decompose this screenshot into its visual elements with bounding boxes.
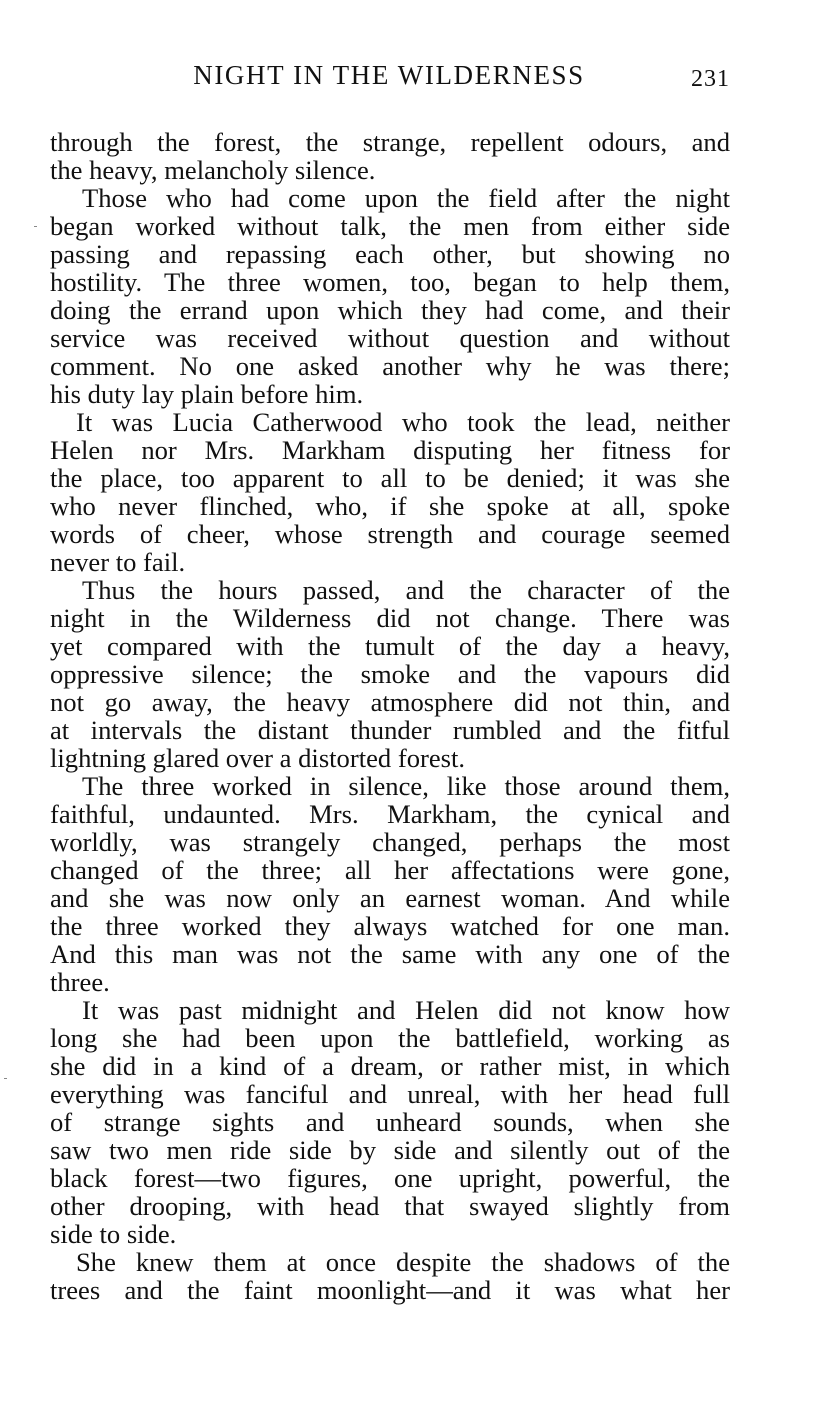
text-line: service was received without question and without <box>50 323 730 353</box>
text-line: other drooping, with head that swayed slightly from <box>50 1191 730 1221</box>
text-line: the heavy, melancholy silence. <box>50 155 376 185</box>
text-line: worldly, was strangely changed, perhaps the most <box>50 827 730 857</box>
margin-mark <box>34 226 37 227</box>
text-line: black forest—two figures, one upright, powerful, the <box>50 1163 730 1193</box>
text-line: She knew them at once despite the shadows of the <box>76 1247 730 1277</box>
text-line: doing the errand upon which they had come, and their <box>50 295 730 325</box>
text-line: The three worked in silence, like those around them, <box>82 771 730 801</box>
text-line: never to fail. <box>50 547 186 577</box>
text-line: Thus the hours passed, and the character of the <box>82 575 730 605</box>
text-line: side to side. <box>50 1219 177 1249</box>
page-number: 231 <box>691 66 730 92</box>
text-line: trees and the faint moonlight—and it was what her <box>50 1275 730 1305</box>
text-line: lightning glared over a distorted forest. <box>50 743 466 773</box>
text-line: yet compared with the tumult of the day a heavy, <box>50 631 730 661</box>
text-line: of strange sights and unheard sounds, when she <box>50 1107 730 1137</box>
text-line: Helen nor Mrs. Markham disputing her fitness for <box>50 435 730 465</box>
text-line: the place, too apparent to all to be denied; it was she <box>50 463 730 493</box>
text-line: oppressive silence; the smoke and the vapours did <box>50 659 730 689</box>
body-text <box>50 128 730 1304</box>
text-line: passing and repassing each other, but showing no <box>50 239 730 269</box>
text-line: saw two men ride side by side and silently out of the <box>50 1135 730 1165</box>
text-line: she did in a kind of a dream, or rather mist, in which <box>50 1051 730 1081</box>
text-line: and she was now only an earnest woman. And while <box>50 883 730 913</box>
text-line: changed of the three; all her affectations were gone, <box>50 855 730 885</box>
text-line: comment. No one asked another why he was there; <box>50 351 730 381</box>
text-line: faithful, undaunted. Mrs. Markham, the cynical and <box>50 799 730 829</box>
text-line: night in the Wilderness did not change. There was <box>50 603 730 633</box>
text-line: It was Lucia Catherwood who took the lead, neither <box>76 407 730 437</box>
margin-mark <box>4 1078 7 1079</box>
text-line: through the forest, the strange, repellent odours, and <box>50 127 730 157</box>
running-head <box>48 60 730 100</box>
text-line: It was past midnight and Helen did not know how <box>82 995 730 1025</box>
text-line: And this man was not the same with any one of the <box>50 939 730 969</box>
text-line: began worked without talk, the men from either side <box>50 211 730 241</box>
text-line: long she had been upon the battlefield, working as <box>50 1023 730 1053</box>
text-line: everything was fanciful and unreal, with her head full <box>50 1079 730 1109</box>
text-line: words of cheer, whose strength and courage seemed <box>50 519 730 549</box>
running-title: NIGHT IN THE WILDERNESS <box>193 60 585 90</box>
text-line: his duty lay plain before him. <box>50 379 364 409</box>
text-line: three. <box>50 967 110 997</box>
text-line: at intervals the distant thunder rumbled and the fitful <box>50 715 730 745</box>
text-line: the three worked they always watched for one man. <box>50 911 730 941</box>
text-line: who never flinched, who, if she spoke at all, spoke <box>50 491 730 521</box>
text-line: hostility. The three women, too, began to help them, <box>50 267 730 297</box>
text-line: Those who had come upon the field after the night <box>82 183 730 213</box>
text-line: not go away, the heavy atmosphere did not thin, and <box>50 687 730 717</box>
